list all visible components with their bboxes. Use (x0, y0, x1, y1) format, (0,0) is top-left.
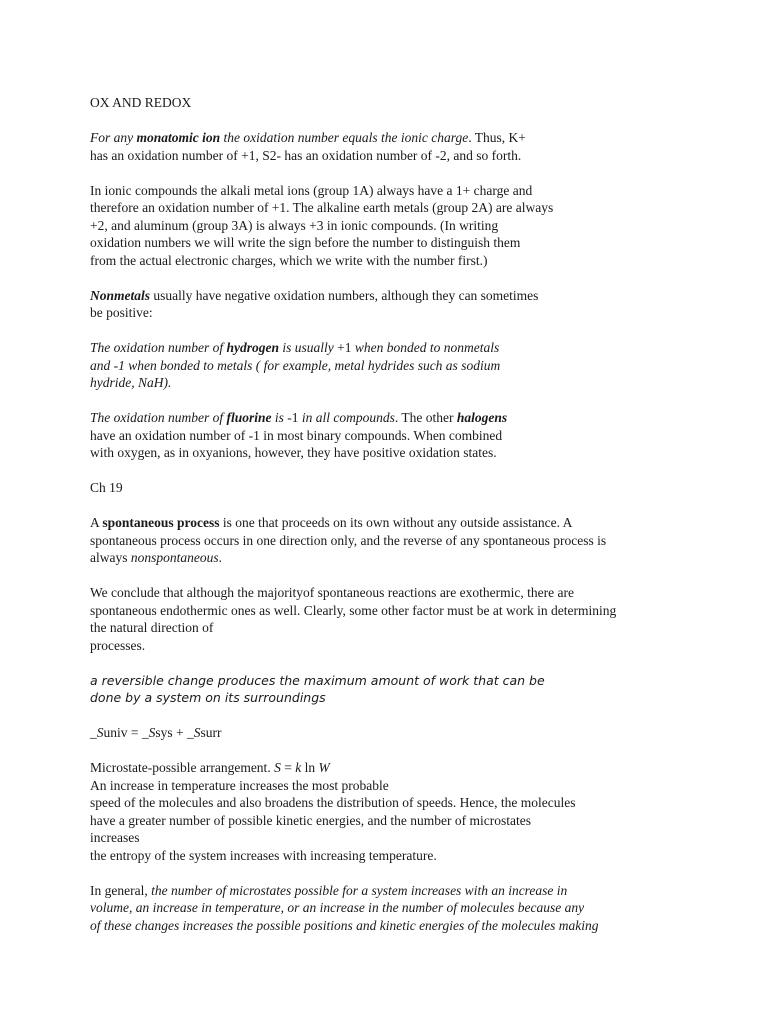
text-span: -1 (287, 410, 299, 425)
text-line: done by a system on its surroundings (90, 690, 326, 705)
symbol: S (148, 725, 156, 740)
spacer (90, 864, 690, 882)
spacer (90, 269, 690, 287)
bold-term: fluorine (226, 410, 272, 425)
symbol: S (193, 725, 201, 740)
text-span: nonspontaneous (130, 550, 219, 565)
text-line: and -1 when bonded to metals ( for example, metal hydrides such as sodium (90, 357, 501, 373)
bold-term: Nonmetals (90, 287, 151, 303)
bold-term: spontaneous process (102, 515, 220, 530)
text-line: therefore an oxidation number of +1. The alkaline earth metals (group 2A) are always (90, 200, 554, 215)
text-line: spontaneous process occurs in one direction only, and the reverse of any spontaneous process is (90, 532, 607, 548)
paragraph-ionic (90, 182, 690, 270)
chapter-heading (90, 479, 690, 497)
text-span: A (90, 515, 103, 530)
text-span: when bonded to nonmetals (351, 340, 500, 355)
title-text: OX AND REDOX (90, 95, 192, 110)
text-span: The oxidation number of (90, 410, 227, 425)
paragraph-fluorine (90, 409, 690, 462)
text-span: Microstate-possible arrangement. (90, 760, 275, 775)
text-span: In general, (90, 882, 152, 898)
text-span: The oxidation number of (90, 340, 227, 355)
spacer (90, 322, 690, 340)
text-line: volume, an increase in temperature, or an increase in the number of molecules because any (90, 900, 585, 915)
bold-term: halogens (456, 410, 508, 425)
symbol: W (318, 760, 330, 775)
text-line: have a greater number of possible kinetic energies, and the number of microstates (90, 812, 531, 828)
text-line: spontaneous endothermic ones as well. Clearly, some other factor must be at work in determining (90, 602, 617, 618)
text-line: oxidation numbers we will write the sign before the number to distinguish them (90, 235, 521, 250)
paragraph-hydrogen (90, 339, 690, 392)
symbol: k (295, 760, 302, 775)
document-page (90, 94, 690, 934)
text-span: = (280, 760, 296, 775)
text-span: usually have negative oxidation numbers, although they can sometimes (150, 287, 539, 303)
text-line: increases (90, 830, 140, 845)
text-span: in all compounds (298, 410, 395, 425)
text-span: the oxidation number equals the ionic charge (220, 130, 469, 145)
page-title (90, 94, 690, 112)
text-span: univ = _ (103, 725, 149, 740)
text-span: the number of microstates possible for a system increases with an increase in (151, 882, 568, 898)
spacer (90, 567, 690, 585)
paragraph-spontaneous (90, 514, 690, 567)
text-span: . (218, 550, 222, 565)
text-line: We conclude that although the majorityof spontaneous reactions are exothermic, there are (90, 585, 574, 600)
text-span: +1 (337, 340, 352, 355)
spacer (90, 707, 690, 725)
paragraph-conclusion (90, 584, 690, 654)
text-line: processes. (90, 637, 146, 653)
spacer (90, 654, 690, 672)
text-line: the natural direction of (90, 620, 214, 635)
text-span: is usually (279, 340, 338, 355)
text-line: the entropy of the system increases with increasing temperature. (90, 847, 437, 863)
spacer (90, 497, 690, 515)
text-line: from the actual electronic charges, which we write with the number first.) (90, 252, 488, 268)
text-line: In ionic compounds the alkali metal ions (group 1A) always have a 1+ charge and (90, 182, 533, 198)
text-span: surr (200, 725, 222, 740)
spacer (90, 392, 690, 410)
text-span: . Thus, K+ (468, 130, 526, 145)
text-line: +2, and aluminum (group 3A) is always +3 in ionic compounds. (In writing (90, 217, 499, 233)
text-line: An increase in temperature increases the most probable (90, 777, 389, 793)
spacer (90, 112, 690, 130)
text-span: is one that proceeds on its own without any outside assistance. A (219, 515, 573, 530)
paragraph-nonmetals (90, 287, 690, 322)
bold-term: hydrogen (226, 340, 280, 355)
text-span: For any (90, 130, 137, 145)
spacer (90, 462, 690, 480)
spacer (90, 742, 690, 760)
paragraph-reversible (90, 672, 690, 707)
bold-term: monatomic ion (136, 130, 221, 145)
text-line: of these changes increases the possible positions and kinetic energies of the molecules making (90, 917, 599, 933)
symbol: S (274, 760, 281, 775)
entropy-equation (90, 724, 690, 742)
text-line: a reversible change produces the maximum amount of work that can be (90, 672, 545, 688)
spacer (90, 164, 690, 182)
text-span: is (271, 410, 288, 425)
chapter-text: Ch 19 (90, 480, 123, 495)
text-line: be positive: (90, 305, 153, 320)
text-line: has an oxidation number of +1, S2- has an oxidation number of -2, and so forth. (90, 147, 522, 163)
paragraph-monatomic (90, 129, 690, 164)
text-span: always (90, 550, 131, 565)
symbol: S (96, 725, 104, 740)
text-line: with oxygen, as in oxyanions, however, they have positive oxidation states. (90, 445, 497, 460)
paragraph-microstate (90, 759, 690, 864)
text-line: hydride, NaH). (90, 375, 172, 390)
text-line: speed of the molecules and also broadens the distribution of speeds. Hence, the molecules (90, 795, 576, 810)
text-span: sys + _ (155, 725, 194, 740)
text-span: _ (90, 725, 97, 740)
paragraph-general (90, 882, 690, 935)
text-line: have an oxidation number of -1 in most binary compounds. When combined (90, 427, 503, 443)
text-span: . The other (394, 410, 457, 425)
text-span: ln (301, 760, 319, 775)
